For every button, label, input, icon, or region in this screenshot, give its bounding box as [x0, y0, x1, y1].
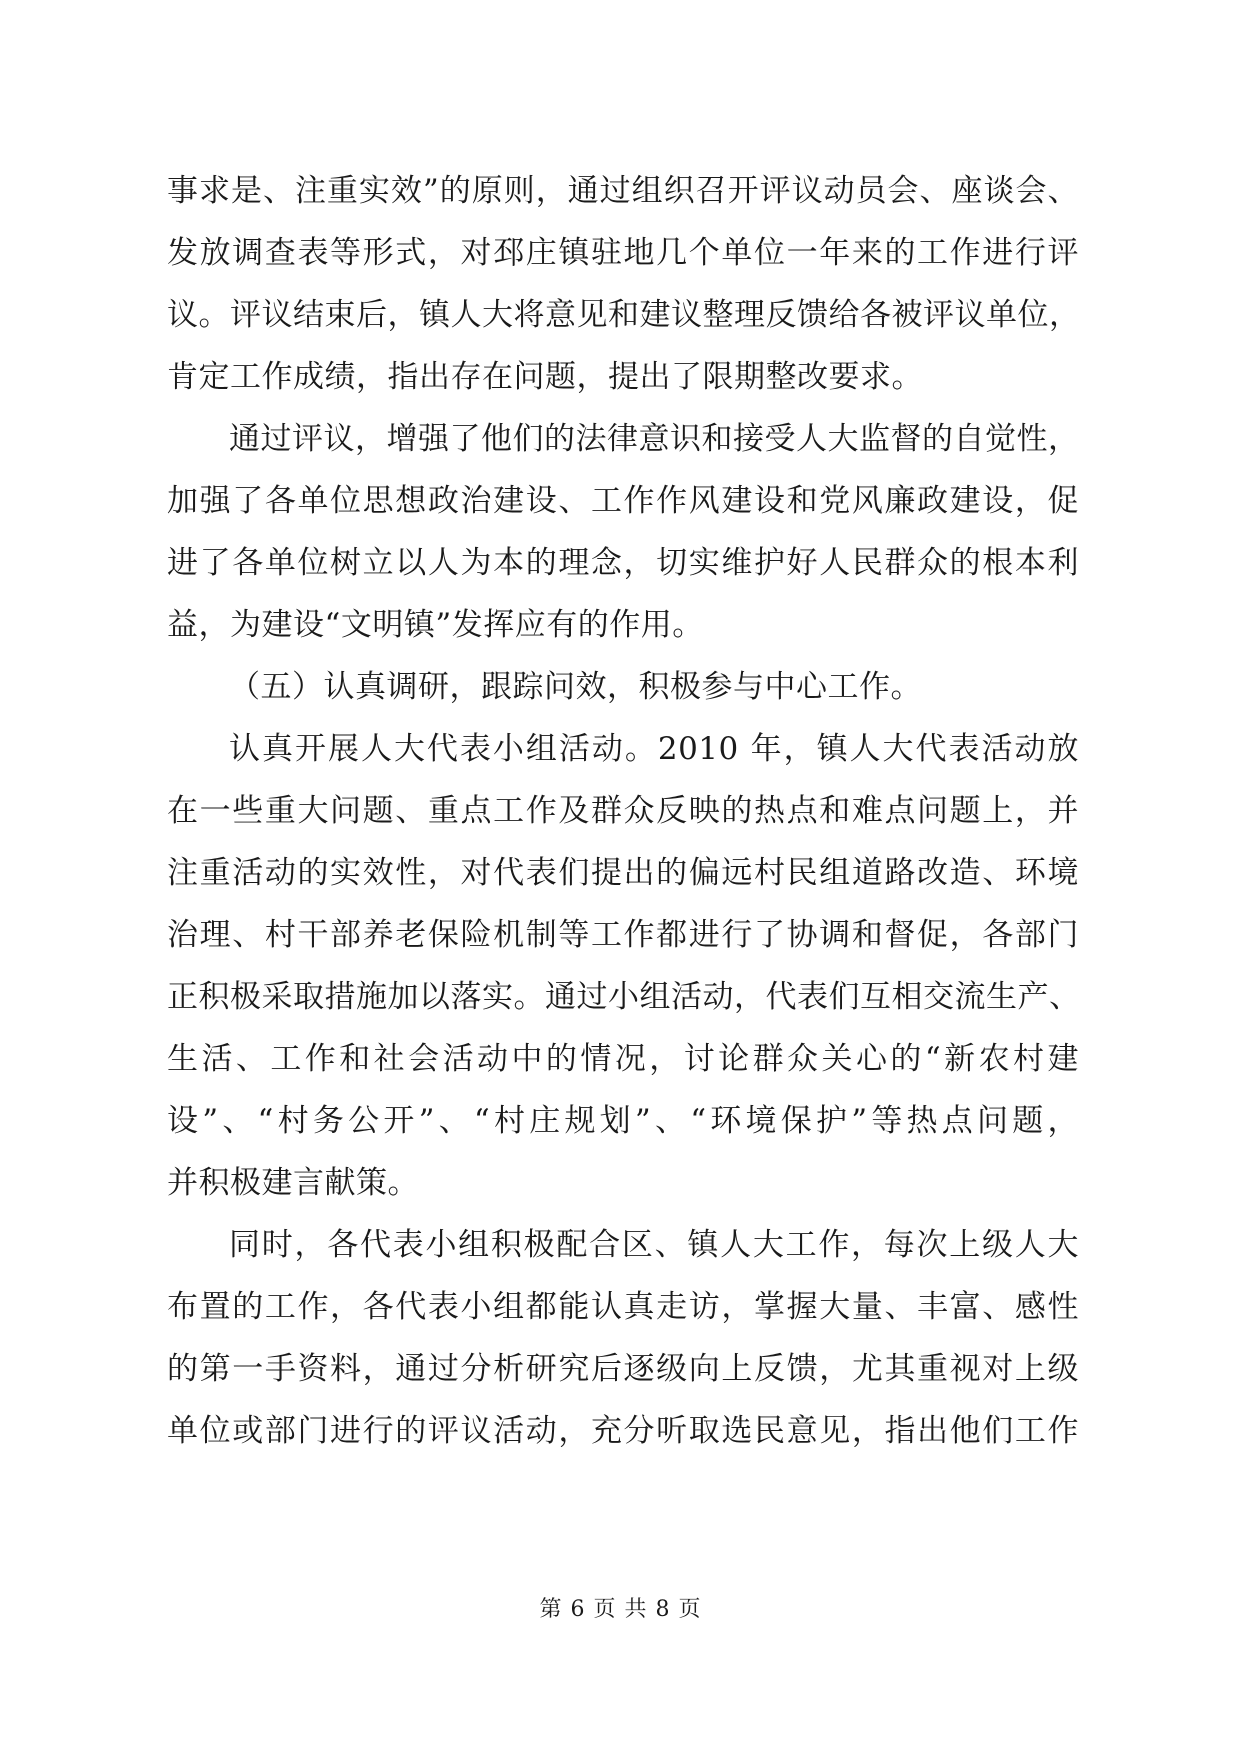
text-line: 认真开展人大代表小组活动。2010 年，镇人大代表活动放 — [229, 731, 1079, 767]
text-line: 事求是、注重实效”的原则，通过组织召开评议动员会、座谈会、 — [167, 173, 1079, 209]
text-line: 的第一手资料，通过分析研究后逐级向上反馈，尤其重视对上级 — [167, 1351, 1079, 1387]
text-line: 发放调查表等形式，对邳庄镇驻地几个单位一年来的工作进行评 — [167, 235, 1079, 271]
text-line: 设”、“村务公开”、“村庄规划”、“环境保护”等热点问题， — [167, 1103, 1079, 1139]
page-number: 第 6 页 共 8 页 — [539, 1597, 702, 1622]
text-line: 在一些重大问题、重点工作及群众反映的热点和难点问题上，并 — [167, 793, 1079, 829]
document-body — [167, 160, 1079, 1462]
text-line: 并积极建言献策。 — [167, 1165, 419, 1201]
text-line: 正积极采取措施加以落实。通过小组活动，代表们互相交流生产、 — [167, 979, 1081, 1015]
text-line: 注重活动的实效性，对代表们提出的偏远村民组道路改造、环境 — [167, 855, 1079, 891]
text-line: 肯定工作成绩，指出存在问题，提出了限期整改要求。 — [167, 359, 923, 395]
text-line: 生活、工作和社会活动中的情况，讨论群众关心的“新农村建 — [167, 1041, 1079, 1077]
text-line: 加强了各单位思想政治建设、工作作风建设和党风廉政建设，促 — [167, 483, 1079, 519]
text-line: 同时，各代表小组积极配合区、镇人大工作，每次上级人大 — [229, 1227, 1079, 1263]
text-line: 布置的工作，各代表小组都能认真走访，掌握大量、丰富、感性 — [167, 1289, 1079, 1325]
text-line: 议。评议结束后，镇人大将意见和建议整理反馈给各被评议单位， — [167, 297, 1081, 333]
text-line: 进了各单位树立以人为本的理念，切实维护好人民群众的根本利 — [167, 545, 1079, 581]
section-heading: （五）认真调研，跟踪问效，积极参与中心工作。 — [229, 669, 922, 705]
text-line: 治理、村干部养老保险机制等工作都进行了协调和督促，各部门 — [167, 917, 1079, 953]
text-line: 通过评议，增强了他们的法律意识和接受人大监督的自觉性， — [229, 421, 1080, 457]
text-line: 益，为建设“文明镇”发挥应有的作用。 — [167, 607, 704, 643]
text-line: 单位或部门进行的评议活动，充分听取选民意见，指出他们工作 — [167, 1413, 1079, 1449]
